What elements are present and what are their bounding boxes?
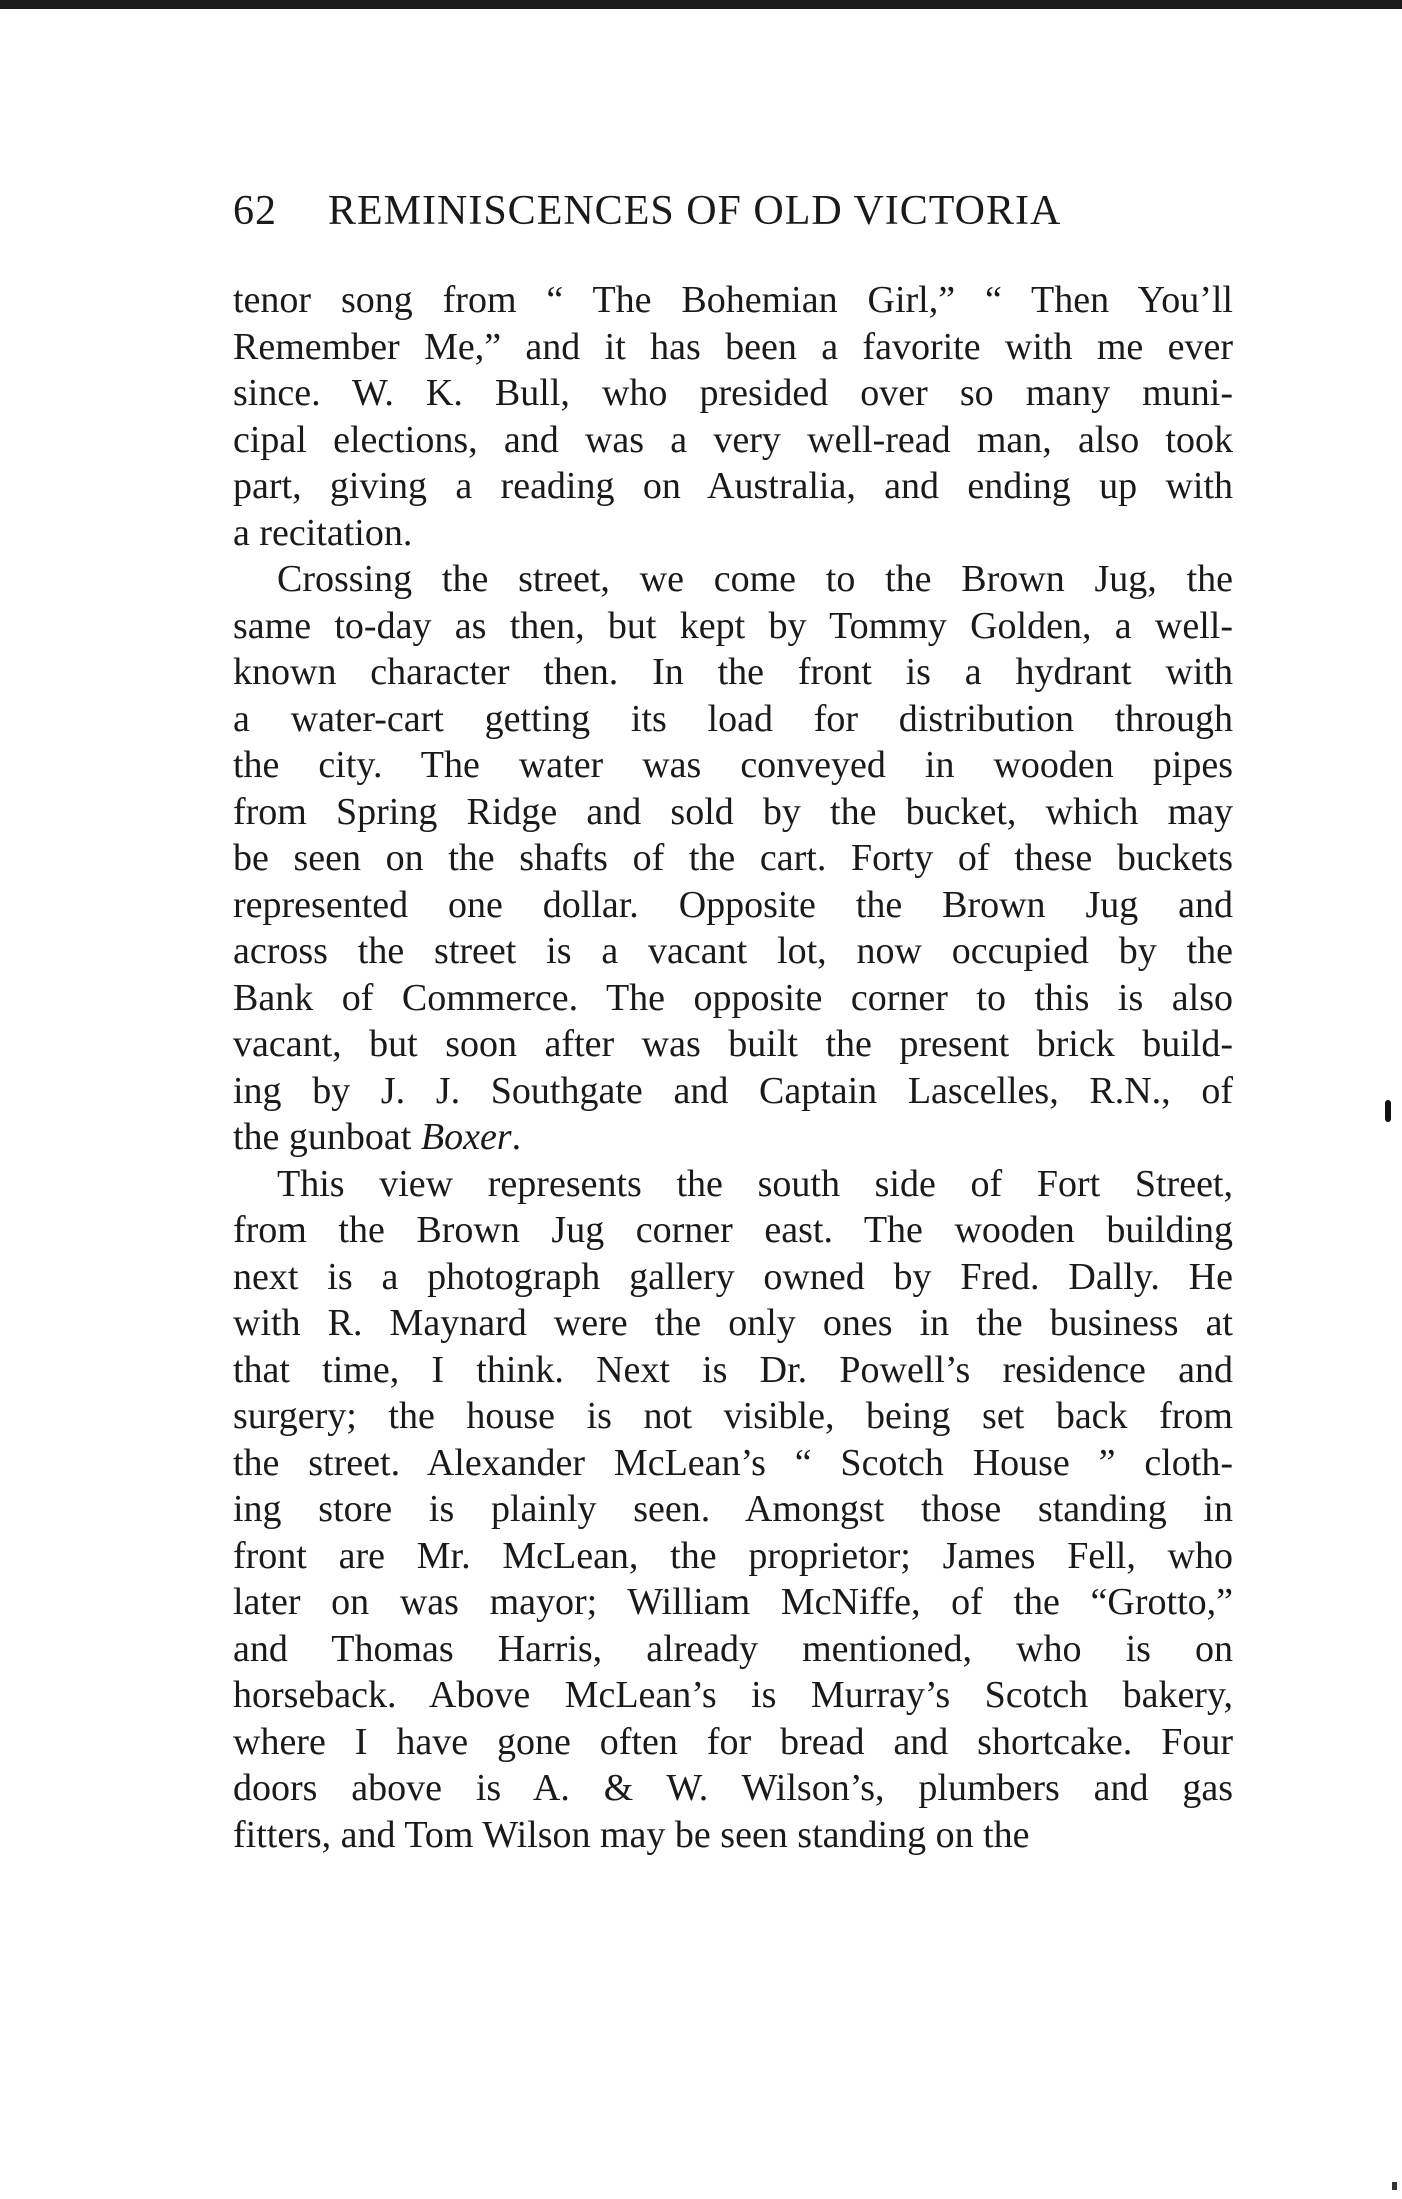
text-line: the city. The water was conveyed in wooden pipes	[233, 744, 1233, 786]
text-line: Crossing the street, we come to the Brown Jug, the	[277, 558, 1233, 600]
text-line: tenor song from “ The Bohemian Girl,” “ Then You’ll	[233, 279, 1233, 321]
text-line: cipal elections, and was a very well-read man, also took	[233, 418, 1233, 461]
text-line: later on was mayor; William McNiffe, of the “Grotto,”	[233, 1581, 1233, 1623]
text-line: same to-day as then, but kept by Tommy Golden, a well-	[233, 604, 1233, 647]
ship-name: Boxer	[420, 1116, 512, 1158]
running-header	[233, 186, 1233, 236]
text-line: part, giving a reading on Australia, and ending up with	[233, 465, 1233, 507]
text-line: ing store is plainly seen. Amongst those standing in	[233, 1488, 1233, 1530]
page-number: 62	[233, 188, 277, 234]
body-text	[233, 277, 1233, 1858]
text-line: since. W. K. Bull, who presided over so many muni-	[233, 372, 1233, 414]
text-line: the street. Alexander McLean’s “ Scotch House ” cloth-	[233, 1441, 1233, 1484]
text-line: from Spring Ridge and sold by the bucket, which may	[233, 790, 1233, 833]
text-line: front are Mr. McLean, the proprietor; James Fell, who	[233, 1534, 1233, 1577]
text-line: vacant, but soon after was built the present brick build-	[233, 1023, 1233, 1065]
text-line: known character then. In the front is a hydrant with	[233, 651, 1233, 693]
running-title: REMINISCENCES OF OLD VICTORIA	[328, 188, 1062, 234]
text-line: surgery; the house is not visible, being set back from	[233, 1395, 1233, 1437]
text-line: be seen on the shafts of the cart. Forty of these buckets	[233, 837, 1233, 879]
text-line: a recitation.	[233, 511, 413, 554]
paragraph	[233, 556, 1233, 1161]
corner-mark	[1392, 2182, 1397, 2190]
paragraph	[233, 277, 1233, 556]
paragraph	[233, 1161, 1233, 1859]
text-line: and Thomas Harris, already mentioned, who is on	[233, 1627, 1233, 1670]
text-line: fitters, and Tom Wilson may be seen standing on the	[233, 1813, 1030, 1856]
text-line: a water-cart getting its load for distribution through	[233, 697, 1233, 740]
text-line: This view represents the south side of Fort Street,	[277, 1162, 1233, 1205]
margin-mark	[1385, 1100, 1391, 1122]
top-scan-border	[0, 0, 1402, 9]
text-line: with R. Maynard were the only ones in the business at	[233, 1302, 1233, 1344]
text-line: Remember Me,” and it has been a favorite with me ever	[233, 325, 1233, 368]
text-line: across the street is a vacant lot, now occupied by the	[233, 930, 1233, 972]
text-line: where I have gone often for bread and shortcake. Four	[233, 1720, 1233, 1763]
text-line: doors above is A. & W. Wilson’s, plumbers and gas	[233, 1767, 1233, 1809]
text-line: Bank of Commerce. The opposite corner to this is also	[233, 976, 1233, 1019]
text-line: represented one dollar. Opposite the Brown Jug and	[233, 883, 1233, 926]
text-line: horseback. Above McLean’s is Murray’s Scotch bakery,	[233, 1674, 1233, 1716]
text-line: ing by J. J. Southgate and Captain Lascelles, R.N., of	[233, 1069, 1233, 1112]
text-line: that time, I think. Next is Dr. Powell’s residence and	[233, 1348, 1233, 1391]
text-line: from the Brown Jug corner east. The wooden building	[233, 1209, 1233, 1251]
text-line: next is a photograph gallery owned by Fred. Dally. He	[233, 1255, 1233, 1298]
text-line: the gunboat Boxer.	[233, 1116, 522, 1158]
